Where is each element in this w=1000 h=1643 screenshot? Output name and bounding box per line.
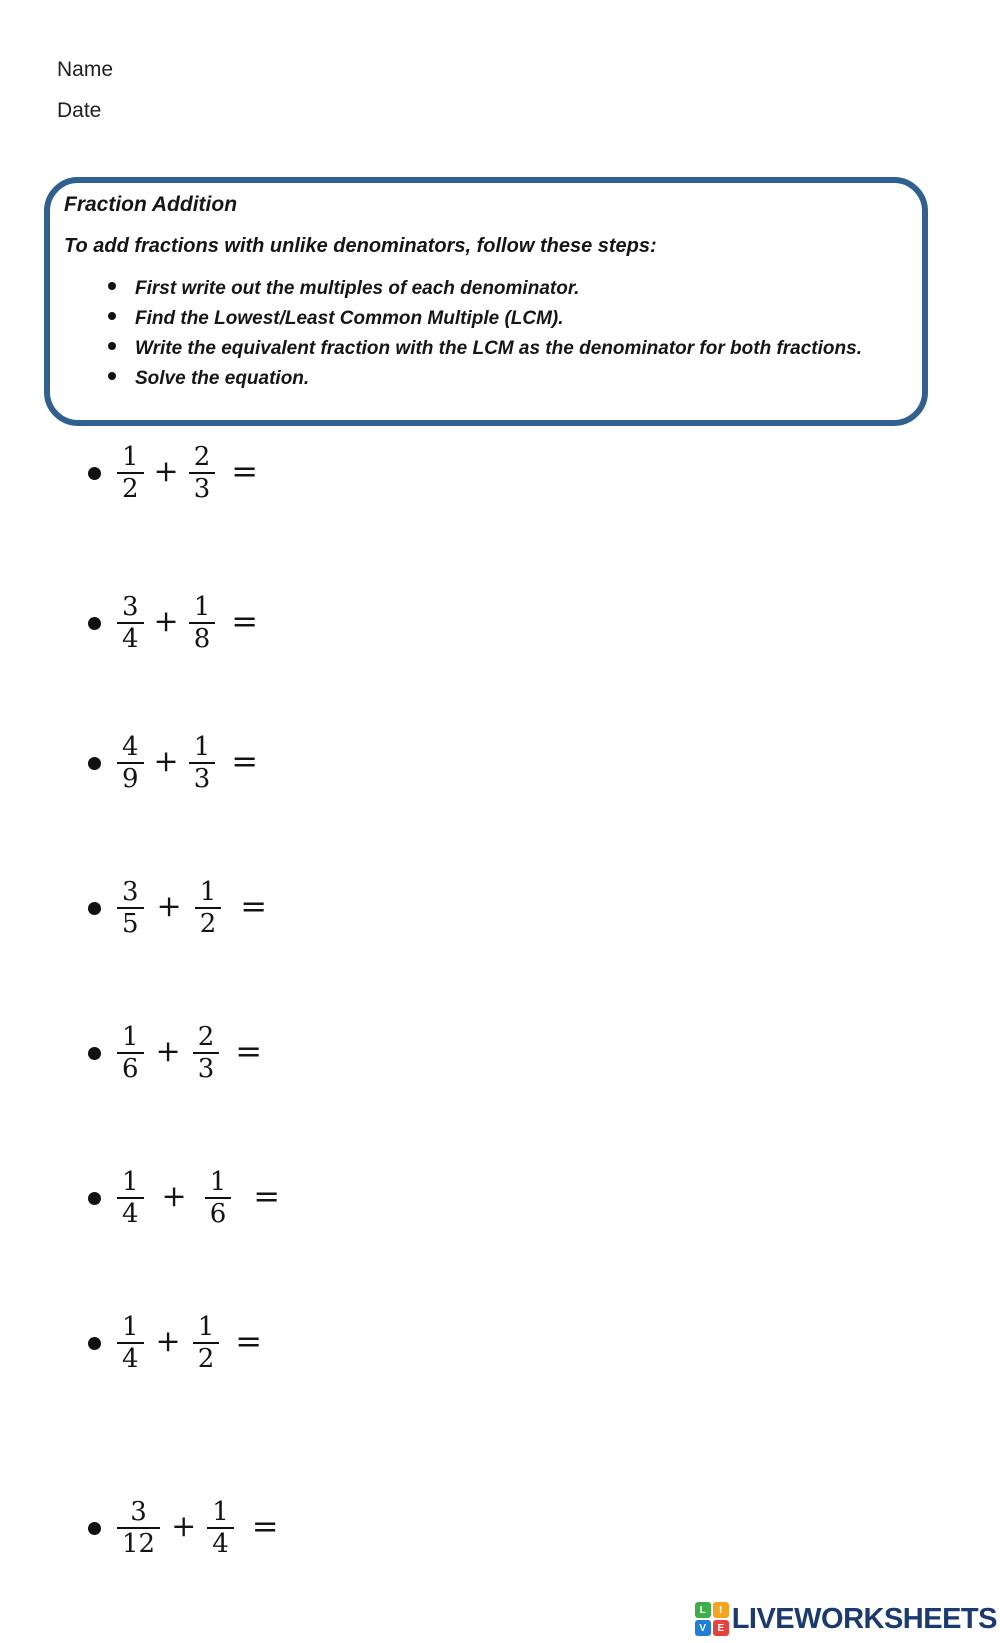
equals-sign: = — [235, 1322, 263, 1361]
logo-square-e: E — [713, 1620, 729, 1636]
instruction-step — [108, 334, 906, 364]
bullet-icon — [88, 902, 101, 915]
bullet-icon — [88, 757, 101, 770]
problem-row-8 — [88, 1498, 279, 1558]
plus-operator: + — [156, 888, 182, 924]
instruction-step-text: Write the equivalent fraction with the LCM as the denominator for both fractions. — [135, 338, 862, 359]
logo-square-i: I — [713, 1602, 729, 1618]
instruction-step — [108, 304, 906, 334]
problem-row-5 — [88, 1023, 262, 1083]
problem-row-4 — [88, 878, 267, 938]
equals-sign: = — [231, 742, 259, 781]
fraction-second — [207, 1498, 234, 1558]
fraction-second — [195, 878, 222, 938]
numerator: 4 — [122, 732, 139, 762]
denominator: 5 — [117, 907, 144, 938]
fraction-second — [193, 1023, 220, 1083]
bullet-icon — [88, 1522, 101, 1535]
numerator: 1 — [197, 1312, 215, 1342]
equals-sign: = — [251, 1507, 279, 1546]
fraction-first — [117, 1498, 160, 1558]
plus-operator: + — [171, 1508, 197, 1544]
plus-operator: + — [155, 1323, 181, 1359]
instruction-step-text: Find the Lowest/Least Common Multiple (LCM). — [135, 308, 564, 329]
fraction-second — [193, 1313, 220, 1373]
numerator: 1 — [122, 1312, 139, 1342]
instruction-step-text: Solve the equation. — [135, 368, 310, 389]
liveworksheets-logo-icon — [695, 1602, 729, 1636]
logo-square-v: V — [695, 1620, 711, 1636]
liveworksheets-logo-text: LIVEWORKSHEETS — [731, 1602, 997, 1635]
denominator: 3 — [193, 1052, 220, 1083]
numerator: 3 — [122, 592, 139, 622]
problem-row-2 — [88, 593, 258, 653]
bullet-icon — [88, 1047, 101, 1060]
fraction-second — [189, 593, 216, 653]
liveworksheets-logo[interactable] — [695, 1602, 997, 1636]
numerator: 1 — [122, 1167, 139, 1197]
numerator: 3 — [130, 1497, 147, 1527]
numerator: 2 — [197, 1022, 215, 1052]
numerator: 1 — [212, 1497, 229, 1527]
plus-operator: + — [153, 743, 179, 779]
denominator: 2 — [195, 907, 222, 938]
equals-sign: = — [240, 887, 268, 926]
equals-sign: = — [231, 602, 259, 641]
fraction-second — [189, 443, 216, 503]
instruction-step-text: First write out the multiples of each denominator. — [135, 278, 580, 299]
name-label: Name — [57, 58, 114, 81]
fraction-first — [117, 1023, 144, 1083]
instruction-steps — [64, 274, 906, 394]
problem-row-6 — [88, 1168, 280, 1228]
bullet-icon — [88, 467, 101, 480]
bullet-icon — [108, 312, 116, 320]
instruction-step — [108, 274, 906, 304]
problem-row-7 — [88, 1313, 262, 1373]
bullet-icon — [88, 1337, 101, 1350]
instruction-title: Fraction Addition — [64, 193, 238, 216]
equals-sign: = — [253, 1177, 281, 1216]
instruction-intro: To add fractions with unlike denominators, follow these steps: — [64, 235, 657, 257]
denominator: 3 — [189, 762, 216, 793]
denominator: 4 — [117, 1197, 144, 1228]
denominator: 8 — [189, 622, 216, 653]
denominator: 6 — [117, 1052, 144, 1083]
fraction-first — [117, 443, 144, 503]
instruction-step — [108, 364, 906, 394]
denominator: 4 — [207, 1527, 234, 1558]
numerator: 1 — [122, 442, 139, 472]
denominator: 4 — [117, 1342, 144, 1373]
fraction-first — [117, 593, 144, 653]
plus-operator: + — [153, 603, 179, 639]
bullet-icon — [108, 372, 116, 380]
problem-row-3 — [88, 733, 258, 793]
fraction-first — [117, 878, 144, 938]
numerator: 1 — [193, 592, 211, 622]
denominator: 2 — [117, 472, 144, 503]
denominator: 4 — [117, 622, 144, 653]
bullet-icon — [108, 282, 116, 290]
numerator: 1 — [209, 1167, 227, 1197]
equals-sign: = — [235, 1032, 263, 1071]
denominator: 9 — [117, 762, 144, 793]
bullet-icon — [88, 1192, 101, 1205]
instruction-box — [44, 177, 928, 426]
numerator: 2 — [193, 442, 211, 472]
plus-operator: + — [153, 453, 179, 489]
denominator: 12 — [117, 1527, 160, 1558]
date-label: Date — [57, 99, 102, 122]
denominator: 2 — [193, 1342, 220, 1373]
numerator: 1 — [199, 877, 217, 907]
plus-operator: + — [161, 1178, 187, 1214]
plus-operator: + — [155, 1033, 181, 1069]
fraction-first — [117, 1313, 144, 1373]
bullet-icon — [88, 617, 101, 630]
numerator: 3 — [122, 877, 139, 907]
fraction-first — [117, 733, 144, 793]
fraction-second — [189, 733, 216, 793]
denominator: 3 — [189, 472, 216, 503]
numerator: 1 — [122, 1022, 139, 1052]
numerator: 1 — [193, 732, 211, 762]
bullet-icon — [108, 342, 116, 350]
problem-row-1 — [88, 443, 258, 503]
equals-sign: = — [231, 452, 259, 491]
denominator: 6 — [205, 1197, 232, 1228]
fraction-first — [117, 1168, 144, 1228]
logo-square-l: L — [695, 1602, 711, 1618]
fraction-second — [205, 1168, 232, 1228]
